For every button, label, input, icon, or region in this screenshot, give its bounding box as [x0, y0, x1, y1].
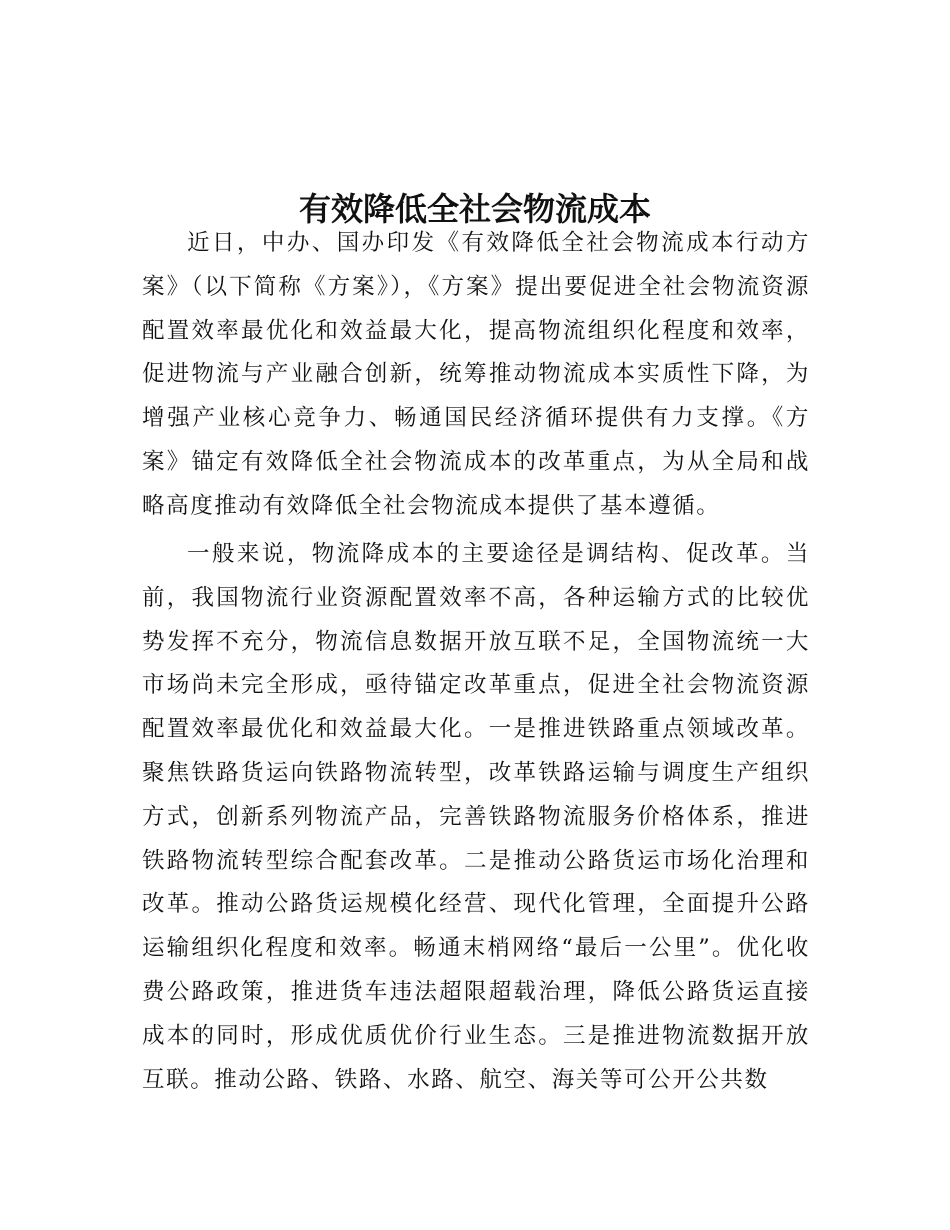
paragraph-1: 近日，中办、国办印发《有效降低全社会物流成本行动方案》（以下简称《方案》），《方案》提出要促进全社会物流资源配置效率最优化和效益最大化，提高物流组织化程度和效率，促进物流与产业融合创新，统筹推动物流成本实质性下降，为增强产业核心竞争力、畅通国民经济循环提供有力支撑。《方案》锚定有效降低全社会物流成本的改革重点，为从全局和战略高度推动有效降低全社会物流成本提供了基本遵循。 [142, 230, 810, 519]
paragraph-2-container [142, 533, 810, 1102]
paragraph-2: 一般来说，物流降成本的主要途径是调结构、促改革。当前，我国物流行业资源配置效率不高，各种运输方式的比较优势发挥不充分，物流信息数据开放互联不足，全国物流统一大市场尚未完全形成，亟待锚定改革重点，促进全社会物流资源配置效率最优化和效益最大化。一是推进铁路重点领域改革。聚焦铁路货运向铁路物流转型，改革铁路运输与调度生产组织方式，创新系列物流产品，完善铁路物流服务价格体系，推进铁路物流转型综合配套改革。二是推动公路货运市场化治理和改革。推动公路货运规模化经营、现代化管理，全面提升公路运输组织化程度和效率。畅通末梢网络“最后一公里”。优化收费公路政策，推进货车违法超限超载治理，降低公路货运直接成本的同时，形成优质优价行业生态。三是推进物流数据开放互联。推动公路、铁路、水路、航空、海关等可公开公共数 [142, 541, 810, 1093]
paragraph-1-container [142, 222, 810, 529]
document-title: 有效降低全社会物流成本 [298, 190, 651, 229]
